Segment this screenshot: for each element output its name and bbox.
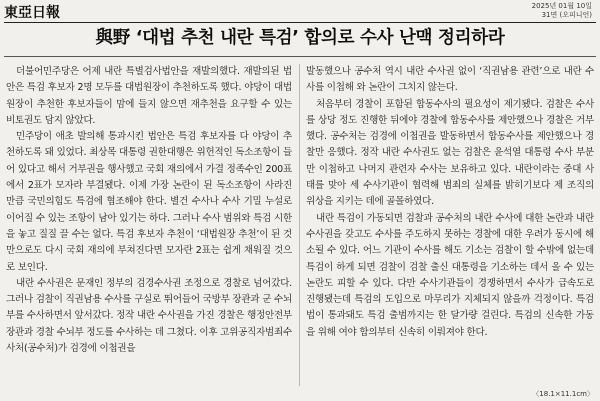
publication-info (532, 2, 592, 20)
publication-date: 2025년 01월 10일 (531, 2, 592, 10)
paragraph: 더불어민주당은 어제 내란 특별검사법안을 재발의했다. 재발의된 법안은 특검 후보자 2명 모두를 대법원장이 추천하도록 했다. 야당이 대법원장이 추천한 후보자들이 맘에 들지 않으면 재추천을 요구할 수 있는 비토권도 담지 않았다. (6, 66, 292, 126)
article-column-right (306, 64, 594, 341)
clipping-size: 〈18.1×11.1cm〉 (532, 390, 594, 398)
column-divider (299, 64, 300, 386)
headline-rule (4, 56, 596, 57)
masthead (2, 2, 598, 21)
paragraph: 내란 특검이 가동되면 검찰과 공수처의 내란 수사에 대한 논란과 내란 수사권을 갖고도 수사를 주도하지 못하는 경찰에 대한 우려가 동시에 해소될 수 있다. 어느 기관이 수사를 해도 기소는 검찰이 할 수밖에 없는데 특검이 하게 되면 검찰이 검찰 출신 대통령을 기소하는 데서 올 수 있는 논란도 피할 수 있다. 다만 수사기관들이 경쟁하면서 수사가 급속도로 진행됐는데 특검의 도입으로 마무리가 지체되지 않을까 걱정이다. 특검법이 통과돼도 특검 출범까지는 한 달가량 걸린다. 특검의 신속한 가동을 위해 여야 합의부터 신속히 이뤄져야 한다. (306, 212, 594, 338)
paragraph: 민주당이 애초 발의해 통과시킨 법안은 특검 후보자를 다 야당이 추천하도록 돼 있었다. 최상목 대통령 권한대행은 위헌적인 독소조항이 들어 있다고 해서 거부권을 행사했고 국회 재의에서 가결 정족수인 200표에서 2표가 모자라 부결됐다. 이제 가장 논란이 된 독소조항이 사라진 만큼 국민의힘도 특검에 협조해야 한다. 별건 수사나 수사 기밀 누설로 이어질 수 있는 조항이 남아 있기는 하다. 그러나 수사 범위와 특검 시한을 놓고 질질 끌 수는 없다. 특검 후보자 추천이 ‘대법원장 추천’이 된 것만으로도 다시 국회 재의에 부쳐진다면 모자란 2표는 쉽게 채워질 것으로 보인다. (6, 131, 292, 273)
paragraph: 발동했으나 공수처 역시 내란 수사권 없이 ‘직권남용 관련’으로 내란 수사를 이첩해 와 논란이 그치지 않는다. (306, 66, 594, 94)
masthead-rule (4, 22, 596, 23)
paragraph: 처음부터 경찰이 포함된 합동수사의 필요성이 제기됐다. 검찰은 수사를 상당 정도 진행한 뒤에야 경찰에 합동수사를 제안했으나 경찰은 거부했다. 공수처는 검경에 이첩권을 발동하면서 합동수사를 제안했으나 경찰만 응했다. 정작 내란 수사권도 없는 검찰은 윤석열 대통령 수사 부분만 이첩하고 나머지 관련자 수사는 보유하고 있다. 내란이라는 중대 사태를 맞아 세 수사기관이 협력해 범죄의 실체를 밝히기보다 제 조직의 위상을 지키는 데에 골몰하였다. (306, 98, 594, 208)
newspaper-logo: 東亞日報 (4, 5, 60, 21)
article-column-left (6, 64, 292, 357)
paragraph: 내란 수사권은 문재인 정부의 검경수사권 조정으로 경찰로 넘어갔다. 그러나 검찰이 직권남용 수사를 구실로 뛰어들어 국방부 장관과 군 수뇌부를 수사하면서 앞서갔다. 정작 내란 수사권을 가진 경찰은 행정안전부 장관과 경찰 수뇌부 정도를 수사하는 데 그쳤다. 이후 고위공직자범죄수사처(공수처)가 검경에 이첩권을 (6, 277, 292, 355)
article-headline: 與野 ‘대법 추천 내란 특검’ 합의로 수사 난맥 정리하라 (95, 28, 505, 48)
page-section: 31면 (오피니언) (541, 11, 592, 19)
